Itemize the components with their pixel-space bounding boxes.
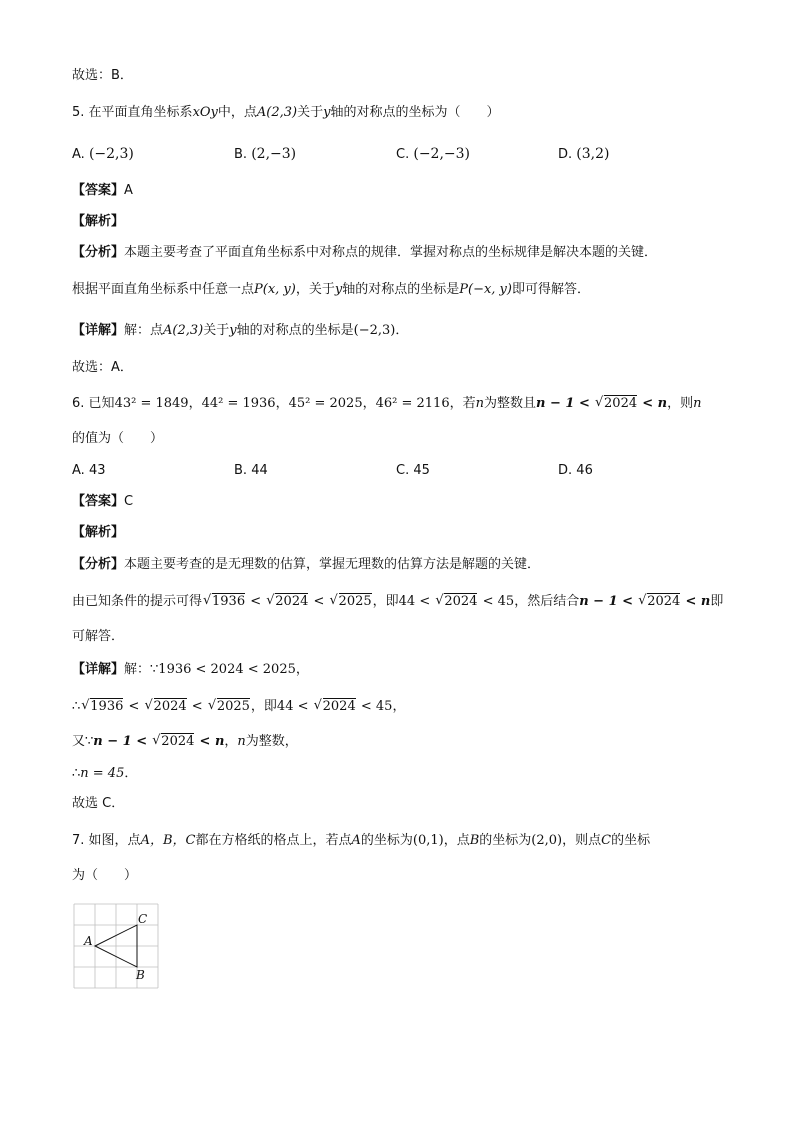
q5-analysis: 【分析】本题主要考查了平面直角坐标系中对称点的规律．掌握对称点的坐标规律是解决本题的关键．: [72, 245, 658, 260]
q5-option-b: B. (2,−3): [234, 146, 297, 162]
q6-stem: 6. 已知43² = 1849，44² = 1936，45² = 2025，46² = 2116，若n为整数且n − 1 < √ 2024 < n，则n: [72, 395, 702, 411]
label-c: C: [138, 912, 148, 926]
q6-option-b: B. 44: [234, 463, 268, 478]
q5-stem-text: 轴的对称点的坐标为（ ）: [330, 105, 500, 120]
q5-option-a: A. (−2,3): [72, 146, 134, 162]
q6-option-c: C. 45: [396, 463, 430, 478]
q6-stem-2: 的值为（ ）: [72, 431, 164, 446]
q5-stem: [72, 104, 500, 122]
q5-coord-system: xOy: [192, 105, 218, 120]
q6-option-a: A. 43: [72, 463, 106, 478]
q5-option-d: D. (3,2): [558, 146, 610, 162]
q4-conclusion: 故选：B．: [72, 68, 133, 83]
q5-stem-text: 关于: [297, 105, 324, 120]
q6-option-d: D. 46: [558, 463, 593, 478]
q6-explain-tag: 【解析】: [72, 525, 125, 540]
q5-stem-text: 中，点: [217, 105, 257, 120]
q6-hint-2: 可解答．: [72, 629, 125, 644]
q5-stem-text: 在平面直角坐标系: [88, 105, 193, 120]
q5-rule: 根据平面直角坐标系中任意一点P(x, y)，关于y轴的对称点的坐标是P(−x, y)即可得解答．: [72, 282, 590, 297]
q6-answer: 【答案】C: [72, 494, 134, 509]
q6-analysis: 【分析】本题主要考查的是无理数的估算，掌握无理数的估算方法是解题的关键．: [72, 557, 541, 572]
q6-conclusion: 故选 C．: [72, 796, 125, 811]
q5-axis: y: [323, 105, 331, 120]
label-b: B: [136, 968, 145, 982]
q6-hint: 由已知条件的提示可得 √ 1936 < √ 2024 < √ 2025，即44 < √ 2024 < 45，然后结合n − 1 < √ 2024 < n即: [72, 593, 724, 609]
q5-point: A(2,3): [256, 105, 298, 120]
q7-stem: 7. 如图，点A，B，C都在方格纸的格点上，若点A的坐标为(0,1)，点B的坐标为(2,0)，则点C的坐标: [72, 833, 651, 848]
q5-answer: 【答案】A: [72, 183, 133, 198]
q6-detail-3: 又∵n − 1 < √ 2024 < n，n为整数，: [72, 733, 298, 749]
q6-detail-4: ∴n = 45．: [72, 766, 138, 781]
q6-detail-1: 【详解】解：∵1936 < 2024 < 2025，: [72, 662, 309, 677]
q5-conclusion: 故选：A．: [72, 360, 133, 375]
grid-figure: [72, 902, 162, 992]
q5-number: 5.: [72, 105, 85, 120]
q5-explain-tag: 【解析】: [72, 214, 125, 229]
q5-detail: 【详解】解：点A(2,3)关于y轴的对称点的坐标是(−2,3)．: [72, 323, 409, 338]
q5-option-c: C. (−2,−3): [396, 146, 471, 162]
label-a: A: [84, 934, 93, 948]
q7-stem-2: 为（ ）: [72, 868, 138, 883]
q6-detail-2: ∴ √ 1936 < √ 2024 < √ 2025，即44 < √ 2024 < 45，: [72, 698, 406, 714]
